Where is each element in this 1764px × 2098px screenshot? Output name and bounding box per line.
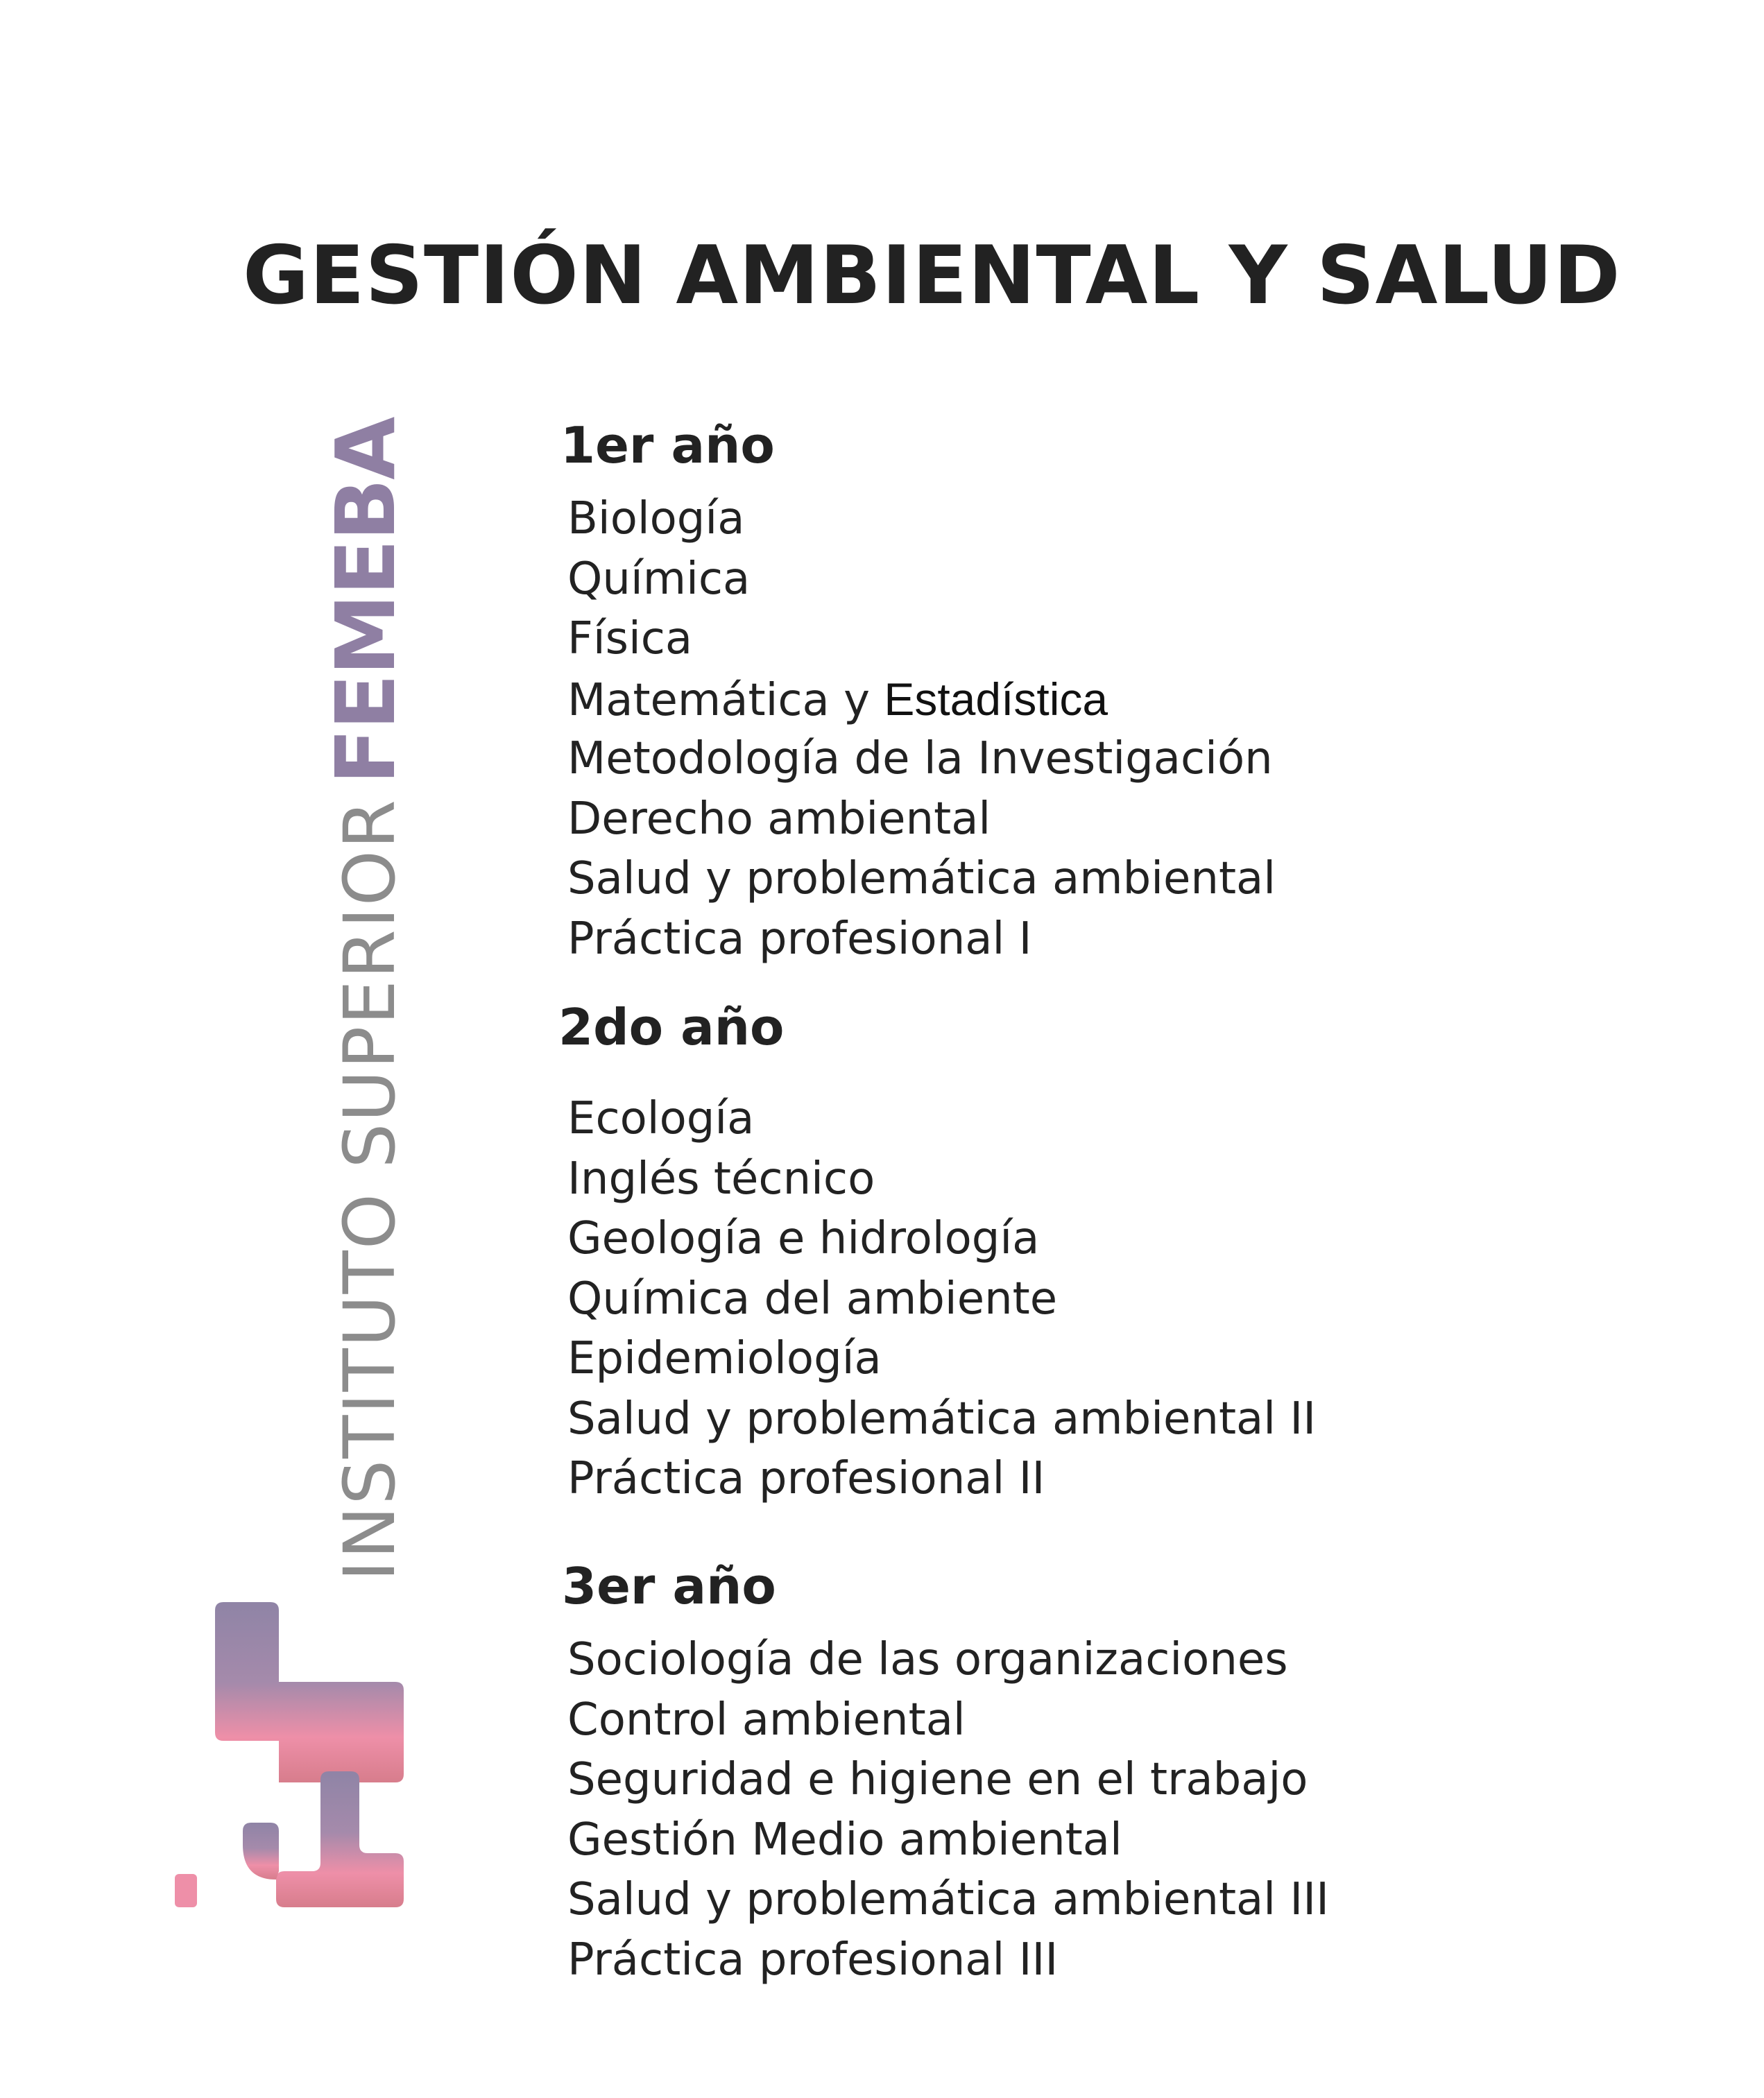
institute-vertical-label <box>318 418 413 1581</box>
list-item: Salud y problemática ambiental <box>567 853 1276 904</box>
list-item: Inglés técnico <box>567 1153 875 1205</box>
subject-part: Matemática y <box>567 674 870 726</box>
list-item: Derecho ambiental <box>567 793 991 845</box>
list-item: Metodología de la Investigación <box>567 733 1273 784</box>
list-item: Control ambiental <box>567 1694 966 1746</box>
year-3-heading: 3er año <box>562 1557 776 1615</box>
year-1-subject-list <box>567 489 1276 969</box>
year-2-subject-list <box>567 1089 1316 1509</box>
list-item <box>567 669 1276 730</box>
list-item: Química <box>567 553 751 605</box>
list-item: Gestión Medio ambiental <box>567 1814 1122 1866</box>
list-item: Geología e hidrología <box>567 1213 1040 1264</box>
list-item: Química del ambiente <box>567 1273 1058 1325</box>
year-2-heading: 2do año <box>558 998 785 1056</box>
institute-name: FEMEBA <box>318 418 413 785</box>
list-item: Ecología <box>567 1093 755 1144</box>
list-item: Sociología de las organizaciones <box>567 1634 1288 1685</box>
list-item: Biología <box>567 493 745 544</box>
list-item: Práctica profesional I <box>567 913 1032 965</box>
list-item: Física <box>567 613 693 664</box>
list-item: Práctica profesional III <box>567 1934 1059 1986</box>
list-item: Epidemiología <box>567 1333 882 1384</box>
list-item: Seguridad e higiene en el trabajo <box>567 1754 1308 1805</box>
year-1-heading: 1er año <box>560 416 775 474</box>
isf-logo-icon <box>173 1602 409 1921</box>
institute-label: INSTITUTO SUPERIOR <box>329 798 411 1581</box>
list-item: Salud y problemática ambiental III <box>567 1874 1329 1925</box>
year-3-subject-list <box>567 1630 1329 1990</box>
page-title: GESTIÓN AMBIENTAL Y SALUD <box>243 228 1621 323</box>
subject-part: Estadística <box>884 673 1108 725</box>
list-item: Salud y problemática ambiental II <box>567 1393 1317 1445</box>
list-item: Práctica profesional II <box>567 1453 1045 1504</box>
